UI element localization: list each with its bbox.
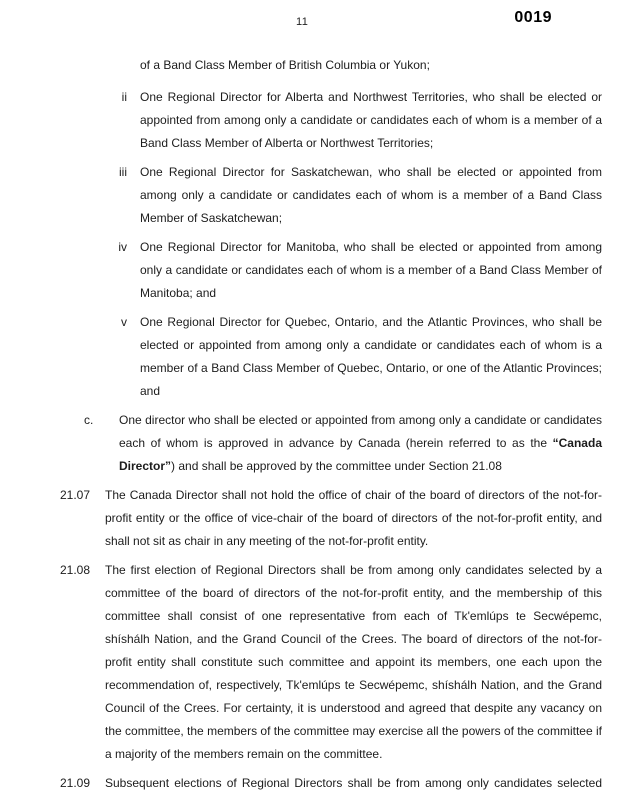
roman-numeral-label: v: [121, 315, 127, 329]
list-item-c: [60, 409, 602, 478]
roman-item-text: One Regional Director for Alberta and Northwest Territories, who shall be elected or appointed from among only a candidate or candidates each of whom is a member of a Band Class Member of Alberta or Northwest Territories;: [140, 90, 602, 150]
list-item-roman: [60, 236, 602, 305]
section-text: Subsequent elections of Regional Directors shall be from among only candidates selected: [105, 776, 602, 790]
section-text: The Canada Director shall not hold the office of chair of the board of directors of the not-for-profit entity or the office of vice-chair of the board of directors of the not-for-profit entity, and shall not sit as chair in any meeting of the not-for-profit entity.: [105, 488, 602, 548]
section-number: 21.09: [60, 776, 91, 790]
document-body: [60, 54, 602, 801]
roman-numeral-label: iii: [119, 165, 127, 179]
roman-item-text: One Regional Director for Quebec, Ontario, and the Atlantic Provinces, who shall be elected or appointed from among only a candidate or candidates each of whom is a member of a Band Class Member of Quebec, Ontario, or one of the Atlantic Provinces; and: [140, 315, 602, 398]
section-paragraph: [60, 772, 602, 795]
roman-item-text: One Regional Director for Saskatchewan, who shall be elected or appointed from among only a candidate or candidates each of whom is a member of a Band Class Member of Saskatchewan;: [140, 165, 602, 225]
defined-term-canada-director: “Canada Director”: [119, 436, 602, 473]
section-paragraph: [60, 559, 602, 766]
page-number: 11: [296, 16, 309, 28]
list-item-roman: [60, 161, 602, 230]
section-number: 21.07: [60, 488, 91, 502]
list-item-roman: [60, 86, 602, 155]
roman-numeral-label: ii: [121, 90, 127, 104]
roman-item-text: One Regional Director for Manitoba, who shall be elected or appointed from among only a candidate or candidates each of whom is a member of a Band Class Member of Manitoba; and: [140, 240, 602, 300]
list-item-c-text: [119, 409, 602, 478]
roman-numeral-label: iv: [118, 240, 127, 254]
bates-stamp-number: 0019: [514, 9, 552, 26]
item-c-text-before: One director who shall be elected or appointed from among only a candidate or candidates each of whom is approved in advance by Canada (herein referred to as the: [119, 413, 602, 450]
list-item-c-label: c.: [84, 413, 94, 427]
roman-numeral-list: [60, 86, 602, 403]
section-text: The first election of Regional Directors shall be from among only candidates selected by a committee of the board of directors of the not-for-profit entity, and the membership of this committee shall consist of one representative from each of Tk'emlúps te Secwépemc, shíshálh Nation, and the Grand Council of the Crees. The board of directors of the not-for-profit entity shall constitute such committee and appoint its members, one each upon the recommendation of, respectively, Tk'emlúps te Secwépemc, shíshálh Nation, and the Grand Council of the Crees. For certainty, it is understood and agreed that despite any vacancy on the committee, the members of the committee may exercise all the powers of the committee if a majority of the members remain on the committee.: [105, 563, 602, 761]
list-item-roman: [60, 311, 602, 403]
section-number: 21.08: [60, 563, 91, 577]
section-paragraph: [60, 484, 602, 553]
section-list: [60, 484, 602, 795]
paragraph-continuation-line: of a Band Class Member of British Columbia or Yukon;: [140, 58, 430, 72]
item-c-text-after: ) and shall be approved by the committee under Section 21.08: [171, 459, 502, 473]
